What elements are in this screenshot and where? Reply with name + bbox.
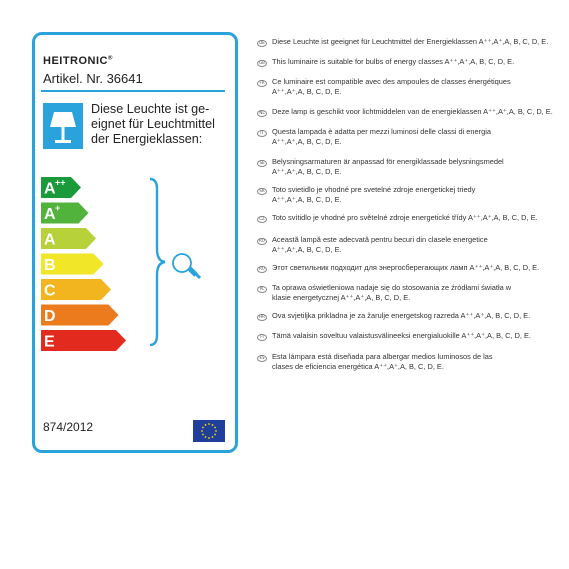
language-line: A⁺⁺,A⁺,A, B, C, D, E.	[272, 137, 342, 146]
language-row	[257, 77, 557, 97]
language-line: Toto svítidlo je vhodné pro světelné zdroje energetické třídy A⁺⁺,A⁺,A, B, C, D, E.	[272, 213, 538, 222]
energy-class-arrow	[41, 177, 81, 198]
language-line: Esta lámpara está diseñada para albergar medios luminosos de las	[272, 352, 493, 361]
language-text	[272, 37, 548, 47]
brand-mark: ®	[108, 55, 113, 62]
suitability-line: der Energieklassen:	[91, 132, 203, 146]
energy-class-plus: ++	[55, 177, 66, 188]
suitability-text	[91, 102, 236, 147]
country-flag-icon	[257, 355, 267, 362]
language-text	[272, 185, 475, 205]
energy-class-letter: B	[44, 257, 56, 274]
light-bulb-icon	[169, 251, 205, 279]
country-flag-icon	[257, 110, 267, 117]
language-line: Această lampă este adecvată pentru becuri din clasele energetice	[272, 235, 488, 244]
country-code: SE	[259, 160, 265, 165]
energy-class-arrow	[41, 279, 111, 300]
language-line: Deze lamp is geschikt voor lichtmiddelen van de energieklassen A⁺⁺,A⁺,A, B, C, D, E.	[272, 107, 553, 116]
language-text	[272, 107, 553, 117]
language-line: Toto svietidlo je vhodné pre svetelné zdroje energetickej triedy	[272, 185, 476, 194]
country-flag-icon	[257, 160, 267, 167]
suitability-line: Diese Leuchte ist ge-	[91, 102, 210, 116]
suitability-line: eignet für Leuchtmittel	[91, 117, 215, 131]
country-flag-icon	[257, 130, 267, 137]
energy-class-letter: C	[44, 282, 56, 300]
country-flag-icon	[257, 40, 267, 47]
country-flag-icon	[257, 60, 267, 67]
language-row	[257, 185, 557, 205]
eu-star-icon	[212, 424, 214, 426]
language-row	[257, 157, 557, 177]
eu-star-icon	[205, 424, 207, 426]
language-line: Diese Leuchte ist geeignet für Leuchtmittel der Energieklassen A⁺⁺,A⁺,A, B, C, D, E.	[272, 37, 549, 46]
language-line: A⁺⁺,A⁺,A, B, C, D, E.	[272, 87, 342, 96]
language-line: Этот светильник подходит для энергосберегающих ламп A⁺⁺,A⁺,A, B, C, D, E.	[272, 263, 540, 272]
language-row	[257, 213, 557, 223]
language-row	[257, 352, 557, 372]
eu-star-icon	[214, 427, 216, 429]
country-code: RO	[259, 238, 265, 243]
country-code: CZ	[259, 216, 265, 221]
language-row	[257, 311, 557, 321]
eu-star-icon	[202, 427, 204, 429]
energy-class-letter: A	[44, 231, 56, 249]
eu-star-icon	[215, 430, 217, 432]
language-row	[257, 37, 557, 47]
language-line: Tämä valaisin soveltuu valaistusvälineeksi energialuokille A⁺⁺,A⁺,A, B, C, D, E.	[272, 331, 531, 340]
language-line: klasie energetycznej A⁺⁺,A⁺,A, B, C, D, E.	[272, 293, 411, 302]
language-text	[272, 157, 504, 177]
energy-class-arrow	[41, 228, 96, 249]
energy-class-arrow	[41, 203, 89, 224]
language-line: Questa lampada è adatta per mezzi luminosi delle classi di energia	[272, 127, 491, 136]
language-text	[272, 57, 514, 67]
regulation-number: 874/2012	[43, 420, 94, 434]
country-flag-icon	[257, 80, 267, 87]
energy-class-letter: A	[44, 180, 56, 198]
country-code: SK	[259, 188, 265, 193]
language-line: A⁺⁺,A⁺,A, B, C, D, E.	[272, 245, 342, 254]
language-text	[272, 235, 488, 255]
country-code: FR	[259, 80, 265, 85]
energy-label	[32, 32, 238, 453]
energy-class-arrow	[41, 254, 104, 275]
bracket-icon	[147, 177, 167, 347]
country-code: NL	[259, 110, 265, 115]
language-text	[272, 127, 491, 147]
country-code: ES	[259, 355, 265, 360]
country-code: IT	[260, 130, 264, 135]
country-flag-icon	[257, 188, 267, 195]
energy-class-letter: E	[44, 333, 55, 351]
header-divider	[41, 90, 225, 92]
language-text	[272, 263, 539, 273]
country-code: PL	[259, 286, 265, 291]
table-lamp-icon	[43, 103, 83, 149]
language-row	[257, 127, 557, 147]
language-text	[272, 77, 511, 97]
country-flag-icon	[257, 334, 267, 341]
country-code: FI	[260, 334, 264, 339]
energy-class-arrows	[41, 177, 131, 353]
language-line: Ce luminaire est compatible avec des ampoules de classes énergétiques	[272, 77, 511, 86]
country-flag-icon	[257, 286, 267, 293]
language-row	[257, 331, 557, 341]
language-line: Belysningsarmaturen är anpassad för energiklassade belysningsmedel	[272, 157, 504, 166]
eu-star-icon	[205, 436, 207, 438]
language-line: clases de eficiencia energética A⁺⁺,A⁺,A, B, C, D, E.	[272, 362, 444, 371]
language-line: This luminaire is suitable for bulbs of energy classes A⁺⁺,A⁺,A, B, C, D, E.	[272, 57, 515, 66]
language-text	[272, 331, 531, 341]
language-text	[272, 311, 530, 321]
country-code: HR	[259, 314, 265, 319]
brand-name: HEITRONIC®	[43, 55, 113, 67]
eu-star-icon	[202, 434, 204, 436]
article-number: Artikel. Nr. 36641	[43, 71, 143, 86]
eu-star-icon	[208, 437, 210, 439]
language-text	[272, 213, 538, 223]
country-flag-icon	[257, 314, 267, 321]
language-row	[257, 263, 557, 273]
energy-class-letter: D	[44, 308, 56, 325]
eu-flag-icon	[193, 420, 225, 442]
eu-star-icon	[212, 436, 214, 438]
country-code: DE	[259, 40, 265, 45]
energy-class-plus: +	[55, 203, 61, 213]
eu-star-icon	[201, 430, 203, 432]
energy-class-letter: A	[44, 206, 56, 223]
country-code: RU	[259, 266, 265, 271]
language-row	[257, 107, 557, 117]
eu-star-icon	[214, 434, 216, 436]
language-line: A⁺⁺,A⁺,A, B, C, D, E.	[272, 167, 342, 176]
language-row	[257, 57, 557, 67]
country-flag-icon	[257, 266, 267, 273]
country-flag-icon	[257, 216, 267, 223]
country-code: GB	[259, 60, 265, 65]
eu-star-icon	[208, 423, 210, 425]
language-row	[257, 235, 557, 255]
language-text	[272, 352, 493, 372]
language-line: A⁺⁺,A⁺,A, B, C, D, E.	[272, 195, 342, 204]
language-line: Ova svjetiljka prikladna je za žarulje energetskog razreda A⁺⁺,A⁺,A, B, C, D, E.	[272, 311, 531, 320]
language-line: Ta oprawa oświetleniowa nadaje się do stosowania ze źródłami światła w	[272, 283, 512, 292]
country-flag-icon	[257, 238, 267, 245]
energy-class-arrow	[41, 330, 126, 351]
language-row	[257, 283, 557, 303]
language-text	[272, 283, 511, 303]
energy-class-arrow	[41, 305, 119, 326]
